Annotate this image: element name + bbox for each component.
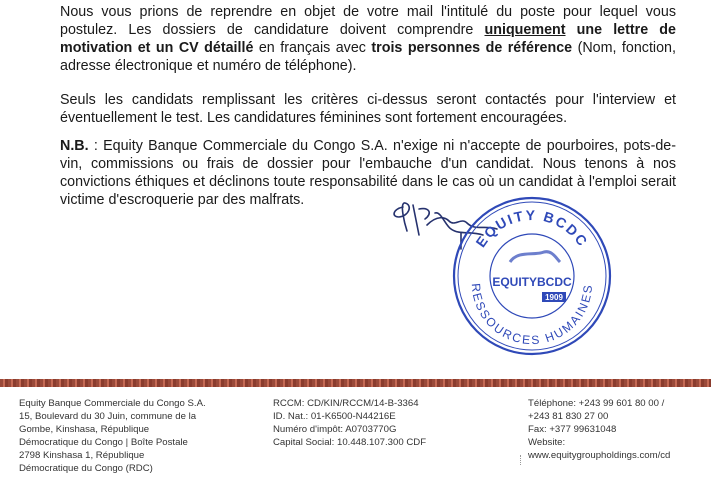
stamp-bottom-text: RESSOURCES HUMAINES	[468, 282, 596, 348]
footer-phone-2: +243 81 830 27 00	[528, 411, 609, 422]
footer-line: 15, Boulevard du 30 Juin, commune de la	[19, 411, 197, 422]
footer-separator	[520, 455, 522, 465]
p1-emphasis-references: trois personnes de référence	[371, 40, 573, 56]
footer-line: ID. Nat.: 01-K6500-N44216E	[273, 411, 396, 422]
hr-stamp	[448, 192, 616, 360]
p1-text-1: Nous vous prions de reprendre en objet de votre mail l'intitulé du poste pour lequel vous postulez. Les dossiers de candidature doivent comprendre	[60, 4, 676, 38]
footer-website-link[interactable]: www.equitygroupholdings.com/cd	[528, 450, 671, 461]
footer-line: 2798 Kinshasa 1, République	[19, 450, 145, 461]
stamp-top-text: EQUITY BCDC	[472, 206, 592, 251]
footer-line: Numéro d'impôt: A0703770G	[273, 424, 397, 435]
svg-text:RESSOURCES HUMAINES	[469, 283, 595, 348]
p1-emphasis-documents: une lettre de motivation et un CV détaillé	[60, 22, 676, 56]
footer-line: Capital Social: 10.448.107.300 CDF	[273, 437, 427, 448]
paragraph-application-instructions	[60, 3, 676, 75]
footer-contact	[528, 397, 708, 462]
nb-label: N.B.	[60, 138, 89, 154]
footer-website-label: Website:	[528, 437, 566, 448]
footer-line: Démocratique du Congo (RDC)	[19, 463, 153, 474]
footer-address	[19, 397, 249, 475]
footer-phone: Téléphone: +243 99 601 80 00 /	[528, 398, 665, 409]
stamp-year: 1909	[545, 293, 563, 302]
footer-decorative-band	[0, 379, 711, 387]
footer-line: Démocratique du Congo | Boîte Postale	[19, 437, 188, 448]
paragraph-selection: Seuls les candidats remplissant les critères ci-dessus seront contactés pour l'interview et éventuellement le test. Les candidatures féminines sont fortement encouragées.	[60, 92, 676, 126]
svg-text:EQUITY BCDC	[472, 207, 591, 250]
footer-line: Equity Banque Commerciale du Congo S.A.	[19, 398, 206, 409]
stamp-logo: EQUITYBCDC	[492, 275, 572, 289]
nb-text: : Equity Banque Commerciale du Congo S.A. n'exige ni n'accepte de pourboires, pots-de-vin, commissions ou frais de dossier pour l'embauche d'un candidat. Nous tenons à nos convictions éthiques et déclinons toute responsabilité dans le cas où un candidat à l'emploi serait victime d'escroquerie par des malfrats.	[60, 138, 676, 208]
footer-fax: Fax: +377 99631048	[528, 424, 617, 435]
footer-registration	[273, 397, 493, 449]
p1-text-3: (Nom, fonction, adresse électronique et numéro de téléphone).	[60, 40, 676, 74]
p1-emphasis-only: uniquement	[484, 22, 566, 38]
footer-line: RCCM: CD/KIN/RCCM/14-B-3364	[273, 398, 419, 409]
p1-text-2: en français avec	[253, 40, 372, 56]
footer-line: Gombe, Kinshasa, République	[19, 424, 150, 435]
